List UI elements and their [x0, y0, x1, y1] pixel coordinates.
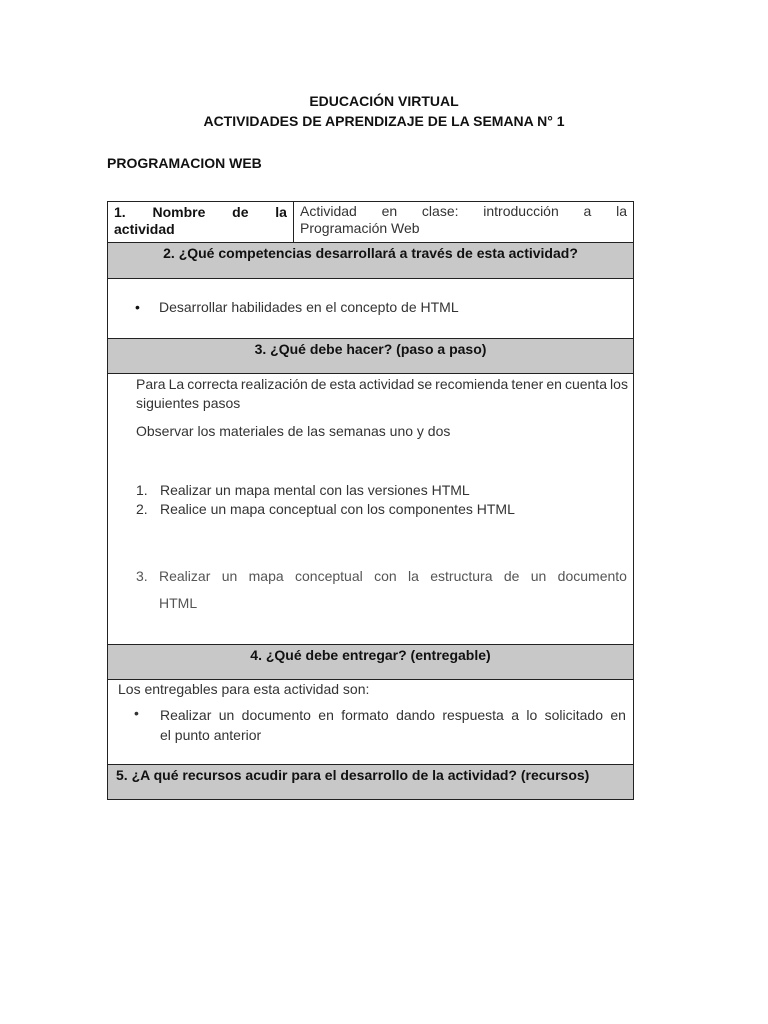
word: los: [610, 376, 628, 392]
word: solicitado: [544, 707, 603, 723]
step-3-words: [159, 563, 627, 590]
word: la: [275, 204, 287, 220]
step-text: Realice un mapa conceptual con los componentes HTML: [160, 501, 515, 517]
section-4-header: 4. ¿Qué debe entregar? (entregable): [108, 645, 633, 680]
word: conceptual: [295, 568, 363, 584]
subject-title: PROGRAMACION WEB: [107, 155, 262, 171]
header-line-1: EDUCACIÓN VIRTUAL: [309, 93, 459, 109]
word: La: [168, 376, 185, 392]
word: de: [232, 204, 249, 220]
value-line-1: [300, 203, 627, 220]
word: tener: [511, 376, 544, 392]
deliverable-line-1: [160, 705, 626, 725]
word: en: [546, 376, 562, 392]
word: un: [221, 568, 238, 584]
deliverable-item: [160, 705, 626, 745]
step-number: 2.: [136, 501, 148, 517]
step-number: 1.: [136, 482, 148, 498]
step-item-2: [136, 501, 515, 517]
word: en: [381, 203, 398, 219]
word: documento: [241, 707, 311, 723]
word: un: [218, 707, 235, 723]
word: actividad: [359, 376, 415, 392]
observe-text: Observar los materiales de las semanas uno y dos: [136, 423, 451, 439]
bullet-icon: •: [135, 299, 140, 315]
section-5-header: 5. ¿A qué recursos acudir para el desarrollo de la actividad? (recursos): [108, 765, 633, 799]
steps-intro-line-2: siguientes pasos: [136, 395, 241, 411]
step-text: Realizar un mapa mental con las versiones HTML: [160, 482, 470, 498]
word: estructura: [430, 568, 493, 584]
word: formato: [341, 707, 389, 723]
word: un: [530, 568, 547, 584]
word: clase:: [421, 203, 459, 219]
word: Para: [136, 376, 166, 392]
steps-intro-line-1: [136, 375, 628, 394]
word: de: [503, 568, 520, 584]
deliverables-cell: [108, 680, 633, 765]
competency-item: Desarrollar habilidades en el concepto de HTML: [159, 299, 459, 315]
activity-name-value: [294, 202, 633, 242]
deliverables-intro: Los entregables para esta actividad son:: [118, 681, 370, 697]
competencies-cell: [108, 279, 633, 339]
deliverable-line-2: el punto anterior: [160, 727, 262, 743]
word: cuenta: [564, 376, 607, 392]
value-line-2: Programación Web: [300, 220, 420, 236]
step-3-line-2: HTML: [159, 595, 198, 611]
word: de: [310, 376, 327, 392]
steps-cell: [108, 374, 633, 645]
word: con: [374, 568, 397, 584]
word: realización: [240, 376, 308, 392]
step-item-3: [136, 563, 627, 617]
header-line-2: ACTIVIDADES DE APRENDIZAJE DE LA SEMANA N° 1: [203, 113, 565, 129]
word: mapa: [248, 568, 284, 584]
label-line-2: actividad: [114, 221, 175, 237]
word: Actividad: [300, 203, 357, 219]
activity-table: [107, 201, 634, 800]
step-3-line-1: [136, 563, 627, 590]
word: Nombre: [152, 204, 206, 220]
word: Realizar: [160, 707, 212, 723]
word: en: [610, 707, 626, 723]
word: Realizar: [159, 568, 211, 584]
word: en: [318, 707, 334, 723]
activity-name-label: [108, 202, 294, 242]
word: documento: [557, 568, 627, 584]
word: a: [511, 707, 519, 723]
word: recomienda: [435, 376, 509, 392]
steps-intro: [136, 375, 628, 413]
word: la: [407, 568, 419, 584]
word: introducción: [483, 203, 559, 219]
bullet-icon: •: [134, 705, 139, 721]
word: a: [583, 203, 592, 219]
label-line-1: [114, 204, 287, 221]
word: esta: [329, 376, 356, 392]
word: lo: [526, 707, 538, 723]
word: respuesta: [442, 707, 504, 723]
step-number: 3.: [136, 568, 148, 584]
word: se: [417, 376, 433, 392]
section-2-header: 2. ¿Qué competencias desarrollará a través de esta actividad?: [108, 243, 633, 279]
document-header: [0, 91, 768, 131]
word: 1.: [114, 204, 126, 220]
word: la: [616, 203, 627, 219]
word: dando: [396, 707, 435, 723]
step-item-1: [136, 482, 470, 498]
section-3-header: 3. ¿Qué debe hacer? (paso a paso): [108, 339, 633, 374]
activity-name-row: [108, 202, 633, 243]
word: correcta: [187, 376, 238, 392]
